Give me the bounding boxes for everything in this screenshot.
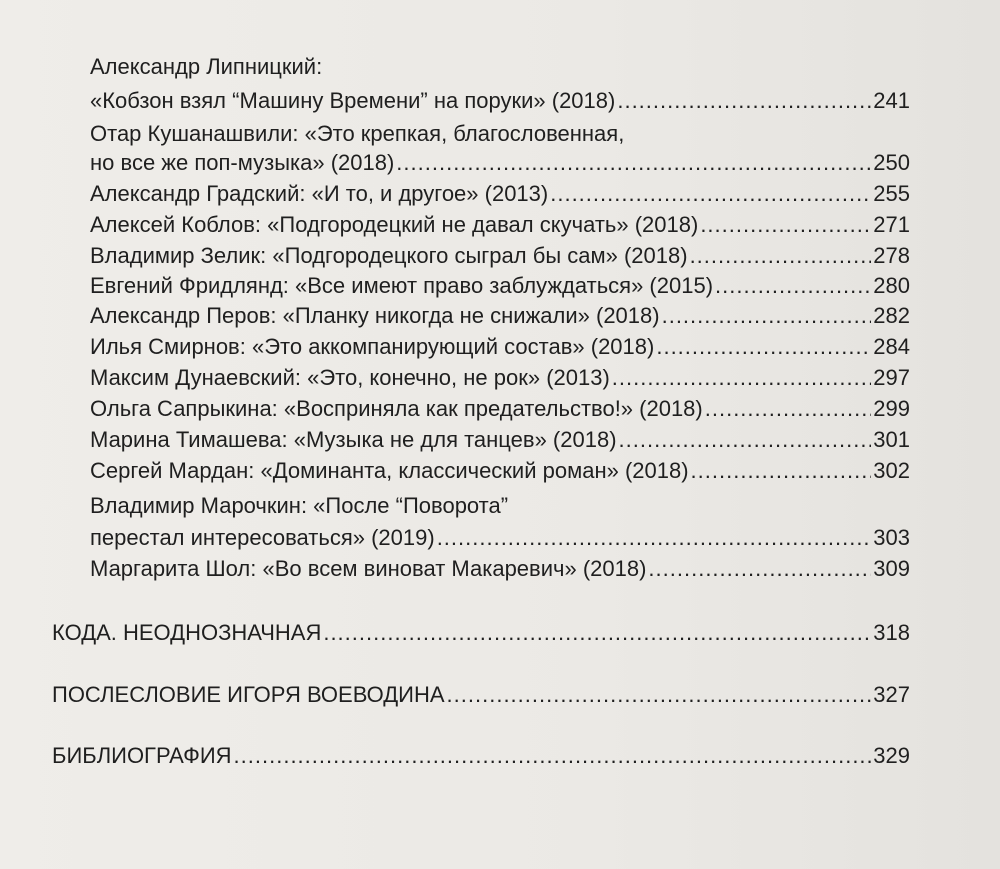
- toc-section-title: ПОСЛЕСЛОВИЕ ИГОРЯ ВОЕВОДИНА: [52, 682, 445, 707]
- leader-dots: [715, 269, 871, 303]
- leader-dots: [691, 454, 872, 488]
- toc-entry-title-line: Владимир Марочкин: «После “Поворота”: [90, 493, 509, 518]
- leader-dots: [648, 552, 871, 586]
- toc-section: [52, 739, 910, 773]
- toc-entry: [90, 392, 910, 426]
- toc-page-number: 284: [873, 334, 910, 359]
- toc-page-number: 271: [873, 212, 910, 237]
- toc-page-number: 301: [873, 427, 910, 452]
- toc-section: [52, 678, 910, 712]
- toc-page-number: 329: [873, 743, 910, 768]
- toc-page-number: 255: [873, 181, 910, 206]
- leader-dots: [234, 739, 872, 773]
- toc-entry-title: Сергей Мардан: «Доминанта, классический роман» (2018): [90, 458, 689, 483]
- toc-page-number: 299: [873, 396, 910, 421]
- toc-entry-title: Илья Смирнов: «Это аккомпанирующий состав» (2018): [90, 334, 655, 359]
- toc-page-number: 297: [873, 365, 910, 390]
- toc-entry-title: «Кобзон взял “Машину Времени” на поруки» (2018): [90, 88, 616, 113]
- toc-entry: [90, 269, 910, 303]
- leader-dots: [447, 678, 872, 712]
- toc-entry-title: Марина Тимашева: «Музыка не для танцев» (2018): [90, 427, 617, 452]
- toc-entry: [90, 423, 910, 457]
- toc-entry: [90, 521, 910, 555]
- toc-entry: [90, 146, 910, 180]
- toc-entry-line: [90, 50, 910, 84]
- toc-page-number: 282: [873, 303, 910, 328]
- toc-section: [52, 616, 910, 650]
- leader-dots: [437, 521, 872, 555]
- toc-section-title: КОДА. НЕОДНОЗНАЧНАЯ: [52, 620, 322, 645]
- toc-entry-title: Максим Дунаевский: «Это, конечно, не рок» (2013): [90, 365, 610, 390]
- toc-entry: [90, 552, 910, 586]
- toc-entry: [90, 361, 910, 395]
- toc-entry-title-line: Отар Кушанашвили: «Это крепкая, благословенная,: [90, 121, 625, 146]
- toc-entry-title: Евгений Фридлянд: «Все имеют право заблуждаться» (2015): [90, 273, 714, 298]
- toc-page-number: 280: [873, 273, 910, 298]
- toc-entry-title: Маргарита Шол: «Во всем виноват Макаревич» (2018): [90, 556, 647, 581]
- leader-dots: [705, 392, 872, 426]
- leader-dots: [612, 361, 871, 395]
- toc-entry-title: Алексей Коблов: «Подгородецкий не давал скучать» (2018): [90, 212, 699, 237]
- toc-page-number: 302: [873, 458, 910, 483]
- toc-entry-title: Александр Перов: «Планку никогда не снижали» (2018): [90, 303, 660, 328]
- toc-entry: [90, 330, 910, 364]
- toc-page-number: 241: [873, 88, 910, 113]
- toc-entry-title: Владимир Зелик: «Подгородецкого сыграл бы сам» (2018): [90, 243, 688, 268]
- toc-entry-line: [90, 489, 910, 523]
- leader-dots: [323, 616, 871, 650]
- toc-entry-title: Ольга Сапрыкина: «Восприняла как предательство!» (2018): [90, 396, 703, 421]
- toc-entry: [90, 208, 910, 242]
- leader-dots: [396, 146, 871, 180]
- toc-page-number: 250: [873, 150, 910, 175]
- toc-entry: [90, 239, 910, 273]
- leader-dots: [617, 84, 871, 118]
- leader-dots: [656, 330, 871, 364]
- toc-entry: [90, 299, 910, 333]
- toc-page-number: 309: [873, 556, 910, 581]
- toc-entry: [90, 84, 910, 118]
- toc-entry: [90, 454, 910, 488]
- toc-entry-title: но все же поп-музыка» (2018): [90, 150, 395, 175]
- toc-page-number: 318: [873, 620, 910, 645]
- toc-entry-title: Александр Градский: «И то, и другое» (2013): [90, 181, 549, 206]
- leader-dots: [700, 208, 871, 242]
- toc-section-title: БИБЛИОГРАФИЯ: [52, 743, 232, 768]
- toc-entry-title: перестал интересоваться» (2019): [90, 525, 435, 550]
- toc-entry-title-line: Александр Липницкий:: [90, 54, 323, 79]
- leader-dots: [550, 177, 871, 211]
- leader-dots: [662, 299, 872, 333]
- leader-dots: [690, 239, 872, 273]
- toc-entry: [90, 177, 910, 211]
- toc-page-number: 278: [873, 243, 910, 268]
- leader-dots: [619, 423, 872, 457]
- toc-page-number: 327: [873, 682, 910, 707]
- toc-page-number: 303: [873, 525, 910, 550]
